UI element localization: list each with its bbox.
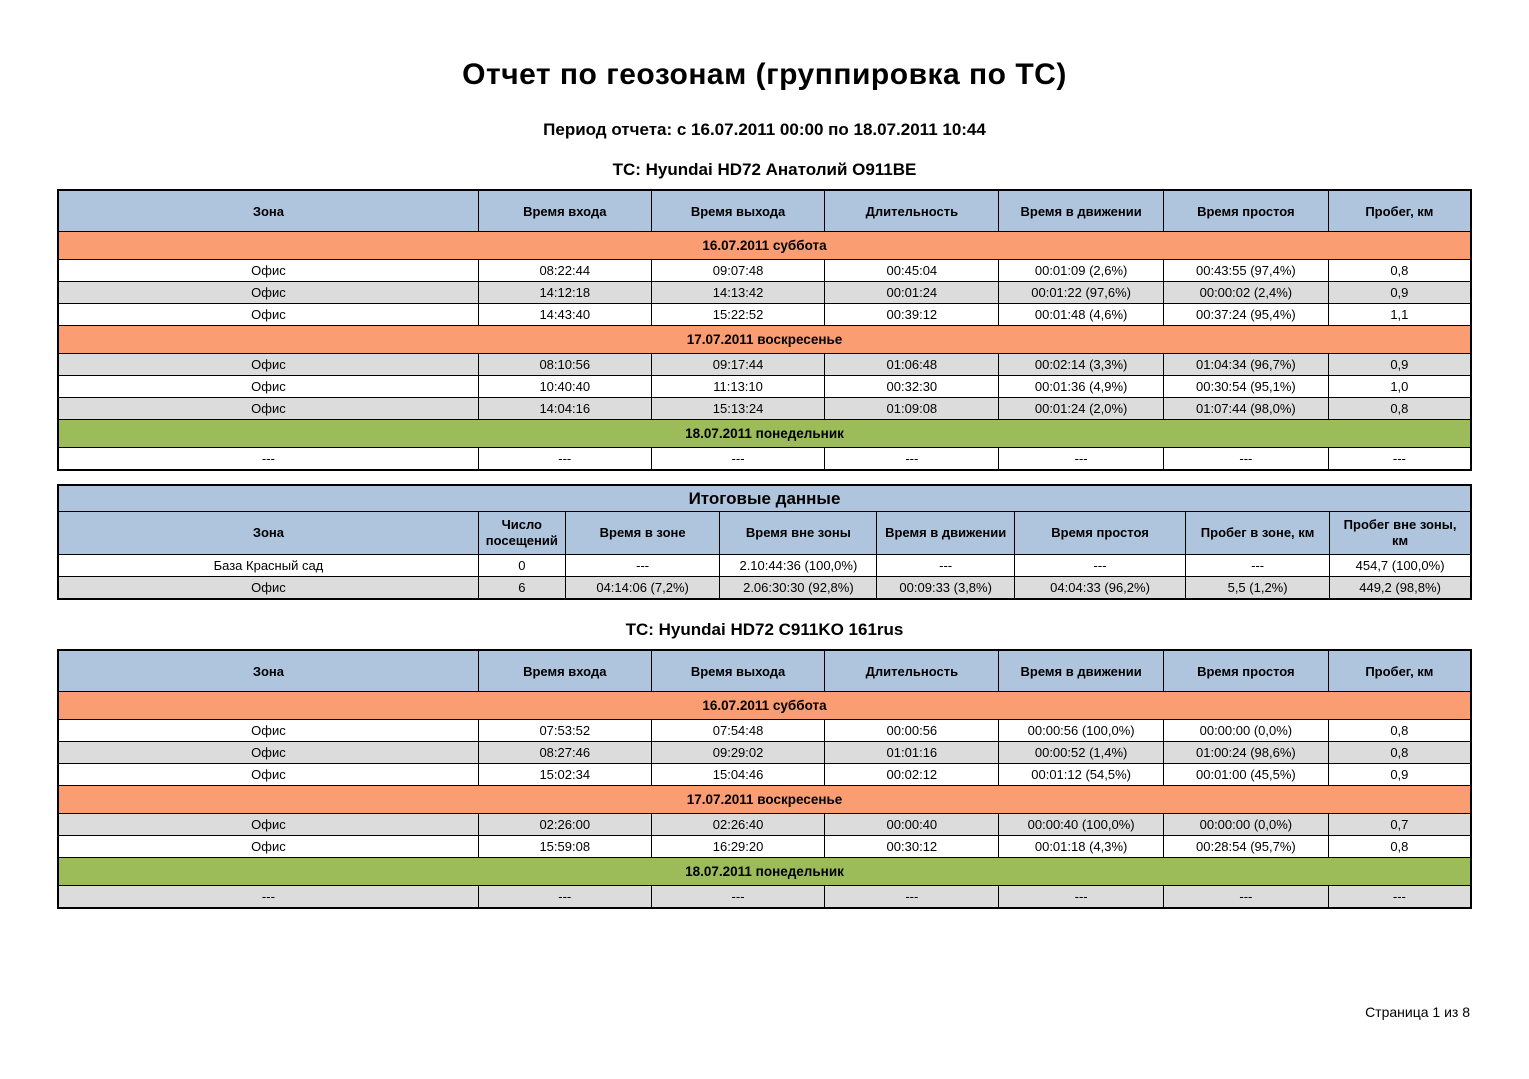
table-row bbox=[58, 577, 1471, 600]
date-group-row bbox=[58, 326, 1471, 354]
cell: --- bbox=[1186, 555, 1330, 577]
cell: 15:22:52 bbox=[651, 304, 825, 326]
cell: 00:00:40 bbox=[825, 814, 999, 836]
cell: 0,9 bbox=[1328, 354, 1471, 376]
cell: 15:59:08 bbox=[478, 836, 651, 858]
date-group-row bbox=[58, 420, 1471, 448]
cell: --- bbox=[1164, 448, 1329, 471]
column-header: Время входа bbox=[478, 190, 651, 232]
cell: 02:26:00 bbox=[478, 814, 651, 836]
column-header: Длительность bbox=[825, 190, 999, 232]
cell: 00:09:33 (3,8%) bbox=[877, 577, 1015, 600]
date-group-header: 16.07.2011 суббота bbox=[58, 692, 1471, 720]
geozone-detail-table bbox=[57, 649, 1472, 909]
cell: Офис bbox=[58, 398, 478, 420]
cell: Офис bbox=[58, 742, 478, 764]
cell: 2.10:44:36 (100,0%) bbox=[720, 555, 877, 577]
cell: 1,0 bbox=[1328, 376, 1471, 398]
vehicle-title: ТС: Hyundai HD72 Анатолий О911ВЕ bbox=[612, 160, 917, 179]
cell: 00:02:12 bbox=[825, 764, 999, 786]
cell: 00:01:24 bbox=[825, 282, 999, 304]
cell: 01:07:44 (98,0%) bbox=[1164, 398, 1329, 420]
cell: 00:00:40 (100,0%) bbox=[999, 814, 1164, 836]
date-group-row bbox=[58, 692, 1471, 720]
cell: 11:13:10 bbox=[651, 376, 825, 398]
cell: Офис bbox=[58, 836, 478, 858]
cell: --- bbox=[999, 448, 1164, 471]
cell: Офис bbox=[58, 282, 478, 304]
cell: --- bbox=[999, 886, 1164, 909]
cell: 0,8 bbox=[1328, 260, 1471, 282]
cell: 08:27:46 bbox=[478, 742, 651, 764]
cell: --- bbox=[565, 555, 720, 577]
cell: 0,8 bbox=[1328, 720, 1471, 742]
date-group-row bbox=[58, 232, 1471, 260]
cell: --- bbox=[58, 886, 478, 909]
cell: 01:01:16 bbox=[825, 742, 999, 764]
cell: 14:43:40 bbox=[478, 304, 651, 326]
column-header: Время в движении bbox=[877, 512, 1015, 555]
cell: 00:00:00 (0,0%) bbox=[1164, 814, 1329, 836]
cell: 09:29:02 bbox=[651, 742, 825, 764]
cell: 15:13:24 bbox=[651, 398, 825, 420]
column-header: Время простоя bbox=[1164, 190, 1329, 232]
cell: 0,9 bbox=[1328, 764, 1471, 786]
cell: 00:01:12 (54,5%) bbox=[999, 764, 1164, 786]
cell: Офис bbox=[58, 304, 478, 326]
cell: 08:10:56 bbox=[478, 354, 651, 376]
cell: 00:02:14 (3,3%) bbox=[999, 354, 1164, 376]
table-row bbox=[58, 282, 1471, 304]
cell: 14:13:42 bbox=[651, 282, 825, 304]
table-row bbox=[58, 555, 1471, 577]
summary-title: Итоговые данные bbox=[58, 485, 1471, 512]
table-row bbox=[58, 398, 1471, 420]
cell: 08:22:44 bbox=[478, 260, 651, 282]
geozone-detail-table bbox=[57, 189, 1472, 471]
date-group-header: 17.07.2011 воскресенье bbox=[58, 786, 1471, 814]
cell: 07:53:52 bbox=[478, 720, 651, 742]
cell: 00:28:54 (95,7%) bbox=[1164, 836, 1329, 858]
cell: 04:14:06 (7,2%) bbox=[565, 577, 720, 600]
table-row bbox=[58, 260, 1471, 282]
table-row bbox=[58, 304, 1471, 326]
cell: 0,8 bbox=[1328, 398, 1471, 420]
column-header: Число посещений bbox=[478, 512, 565, 555]
cell: Офис bbox=[58, 577, 478, 600]
cell: 00:01:22 (97,6%) bbox=[999, 282, 1164, 304]
column-header: Пробег вне зоны, км bbox=[1330, 512, 1471, 555]
cell: 02:26:40 bbox=[651, 814, 825, 836]
table-row bbox=[58, 764, 1471, 786]
cell: 00:45:04 bbox=[825, 260, 999, 282]
cell: 01:04:34 (96,7%) bbox=[1164, 354, 1329, 376]
cell: 00:01:36 (4,9%) bbox=[999, 376, 1164, 398]
column-header: Пробег в зоне, км bbox=[1186, 512, 1330, 555]
cell: 00:32:30 bbox=[825, 376, 999, 398]
table-row bbox=[58, 886, 1471, 909]
cell: 00:00:02 (2,4%) bbox=[1164, 282, 1329, 304]
cell: 00:01:24 (2,0%) bbox=[999, 398, 1164, 420]
cell: 6 bbox=[478, 577, 565, 600]
table-row bbox=[58, 354, 1471, 376]
column-header: Время входа bbox=[478, 650, 651, 692]
date-group-header: 18.07.2011 понедельник bbox=[58, 858, 1471, 886]
column-header: Зона bbox=[58, 190, 478, 232]
cell: Офис bbox=[58, 814, 478, 836]
header-row bbox=[58, 190, 1471, 232]
cell: 0 bbox=[478, 555, 565, 577]
table-row bbox=[58, 720, 1471, 742]
cell: Офис bbox=[58, 354, 478, 376]
cell: --- bbox=[651, 886, 825, 909]
cell: Офис bbox=[58, 764, 478, 786]
column-header: Зона bbox=[58, 650, 478, 692]
header-row bbox=[58, 650, 1471, 692]
cell: 0,9 bbox=[1328, 282, 1471, 304]
cell: 0,8 bbox=[1328, 742, 1471, 764]
cell: 01:00:24 (98,6%) bbox=[1164, 742, 1329, 764]
cell: 15:04:46 bbox=[651, 764, 825, 786]
cell: 16:29:20 bbox=[651, 836, 825, 858]
cell: 0,7 bbox=[1328, 814, 1471, 836]
column-header: Время выхода bbox=[651, 650, 825, 692]
summary-title-row bbox=[58, 485, 1471, 512]
cell: 09:17:44 bbox=[651, 354, 825, 376]
column-header: Время простоя bbox=[1015, 512, 1186, 555]
column-header: Время простоя bbox=[1164, 650, 1329, 692]
summary-table bbox=[57, 484, 1472, 600]
cell: 00:01:48 (4,6%) bbox=[999, 304, 1164, 326]
page-number: Страница 1 из 8 bbox=[1365, 1004, 1470, 1020]
cell: --- bbox=[651, 448, 825, 471]
date-group-row bbox=[58, 858, 1471, 886]
cell: 2.06:30:30 (92,8%) bbox=[720, 577, 877, 600]
cell: 00:01:09 (2,6%) bbox=[999, 260, 1164, 282]
cell: Офис bbox=[58, 260, 478, 282]
cell: 5,5 (1,2%) bbox=[1186, 577, 1330, 600]
cell: --- bbox=[1328, 886, 1471, 909]
cell: 00:00:56 bbox=[825, 720, 999, 742]
cell: --- bbox=[58, 448, 478, 471]
cell: --- bbox=[478, 886, 651, 909]
column-header: Зона bbox=[58, 512, 478, 555]
cell: 00:39:12 bbox=[825, 304, 999, 326]
cell: 00:30:12 bbox=[825, 836, 999, 858]
cell: --- bbox=[478, 448, 651, 471]
date-group-header: 17.07.2011 воскресенье bbox=[58, 326, 1471, 354]
date-group-header: 16.07.2011 суббота bbox=[58, 232, 1471, 260]
cell: 00:00:00 (0,0%) bbox=[1164, 720, 1329, 742]
cell: 14:04:16 bbox=[478, 398, 651, 420]
column-header: Пробег, км bbox=[1328, 190, 1471, 232]
cell: Офис bbox=[58, 720, 478, 742]
cell: 449,2 (98,8%) bbox=[1330, 577, 1471, 600]
cell: 00:01:00 (45,5%) bbox=[1164, 764, 1329, 786]
cell: 01:06:48 bbox=[825, 354, 999, 376]
column-header: Время выхода bbox=[651, 190, 825, 232]
cell: 10:40:40 bbox=[478, 376, 651, 398]
date-group-header: 18.07.2011 понедельник bbox=[58, 420, 1471, 448]
cell: 1,1 bbox=[1328, 304, 1471, 326]
cell: 00:00:56 (100,0%) bbox=[999, 720, 1164, 742]
cell: --- bbox=[1328, 448, 1471, 471]
cell: 00:01:18 (4,3%) bbox=[999, 836, 1164, 858]
cell: 00:37:24 (95,4%) bbox=[1164, 304, 1329, 326]
cell: 00:00:52 (1,4%) bbox=[999, 742, 1164, 764]
cell: --- bbox=[1164, 886, 1329, 909]
table-row bbox=[58, 836, 1471, 858]
report-content bbox=[0, 160, 1529, 909]
date-group-row bbox=[58, 786, 1471, 814]
column-header: Время в движении bbox=[999, 650, 1164, 692]
table-row bbox=[58, 742, 1471, 764]
column-header: Длительность bbox=[825, 650, 999, 692]
table-row bbox=[58, 448, 1471, 471]
report-period: Период отчета: с 16.07.2011 00:00 по 18.07.2011 10:44 bbox=[543, 120, 986, 139]
column-header: Пробег, км bbox=[1328, 650, 1471, 692]
cell: 14:12:18 bbox=[478, 282, 651, 304]
cell: 00:43:55 (97,4%) bbox=[1164, 260, 1329, 282]
cell: --- bbox=[825, 448, 999, 471]
table-row bbox=[58, 814, 1471, 836]
cell: 00:30:54 (95,1%) bbox=[1164, 376, 1329, 398]
cell: 0,8 bbox=[1328, 836, 1471, 858]
vehicle-title: ТС: Hyundai HD72 C911KO 161rus bbox=[625, 620, 904, 639]
cell: --- bbox=[1015, 555, 1186, 577]
header-row bbox=[58, 512, 1471, 555]
cell: 09:07:48 bbox=[651, 260, 825, 282]
table-row bbox=[58, 376, 1471, 398]
column-header: Время в движении bbox=[999, 190, 1164, 232]
column-header: Время в зоне bbox=[565, 512, 720, 555]
cell: --- bbox=[877, 555, 1015, 577]
cell: 01:09:08 bbox=[825, 398, 999, 420]
cell: Офис bbox=[58, 376, 478, 398]
cell: 454,7 (100,0%) bbox=[1330, 555, 1471, 577]
cell: 15:02:34 bbox=[478, 764, 651, 786]
cell: --- bbox=[825, 886, 999, 909]
cell: 04:04:33 (96,2%) bbox=[1015, 577, 1186, 600]
cell: 07:54:48 bbox=[651, 720, 825, 742]
column-header: Время вне зоны bbox=[720, 512, 877, 555]
cell: База Красный сад bbox=[58, 555, 478, 577]
report-title: Отчет по геозонам (группировка по ТС) bbox=[462, 58, 1067, 91]
